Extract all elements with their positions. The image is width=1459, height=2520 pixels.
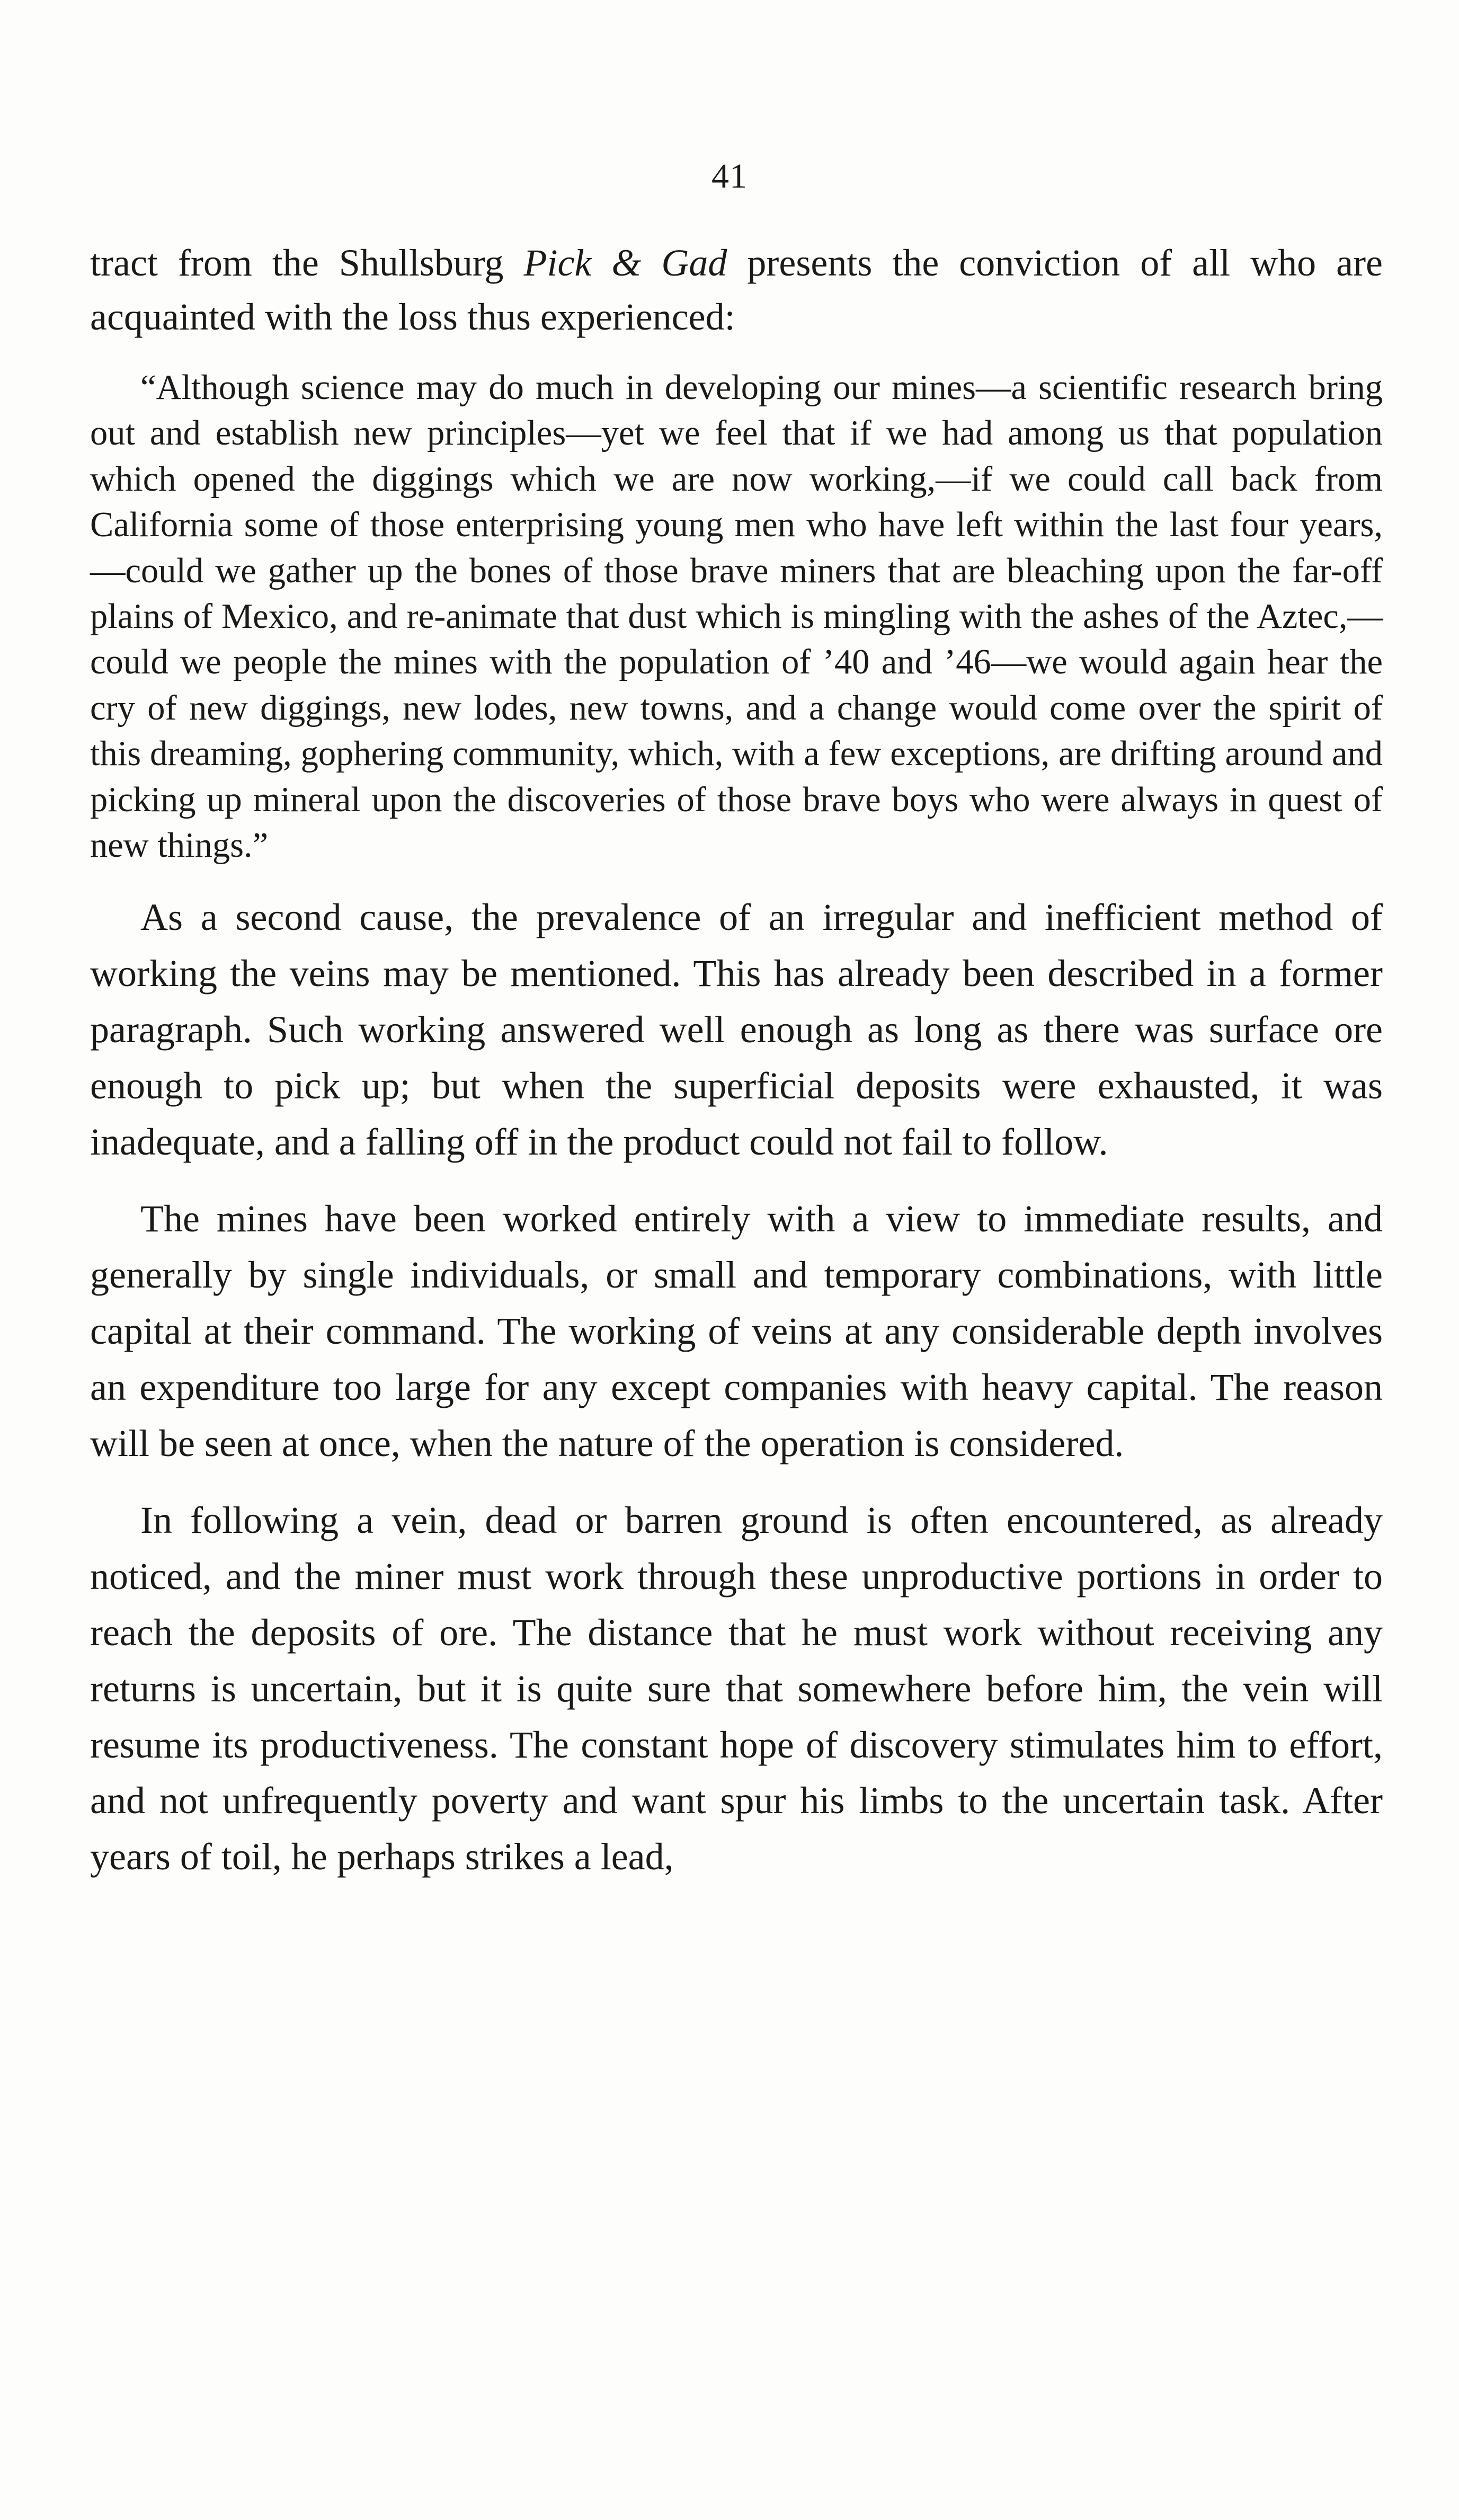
page-number: 41 — [711, 157, 748, 196]
page-body — [90, 236, 1383, 1906]
intro-text-after: presents the conviction of all who are acquainted with the loss thus experienced: — [90, 242, 1383, 338]
paragraph-following-vein: In following a vein, dead or barren ground is often encountered, as already noticed, and the miner must work through these unproductive portions in order to reach the deposits of ore. The distance that he must work without receiving any returns is uncertain, but it is quite sure that somewhere before him, the vein will resume its productiveness. The constant hope of discovery stimulates him to effort, and not unfrequently poverty and want spur his limbs to the uncertain task. After years of toil, he perhaps strikes a lead, — [90, 1499, 1383, 1878]
intro-paragraph — [90, 236, 1383, 344]
publication-title: Pick & Gad — [523, 242, 727, 284]
paragraph-mines-worked: The mines have been worked entirely with a view to immediate results, and generally by single individuals, or small and temporary combinations, with little capital at their command. The working of veins at any considerable depth involves an expenditure too large for any except companies with heavy capital. The reason will be seen at once, when the nature of the operation is considered. — [90, 1197, 1383, 1465]
paragraph-second-cause: As a second cause, the prevalence of an irregular and inefficient method of working the veins may be mentioned. This has already been described in a former paragraph. Such working answered well enough as long as there was surface ore enough to pick up; but when the superficial deposits were exhausted, it was inadequate, and a falling off in the product could not fail to follow. — [90, 896, 1383, 1163]
block-quote: “Although science may do much in developing our mines—a scientific research bring out and establish new principles—yet we feel that if we had among us that population which opened the diggings which we are now working,—if we could call back from California some of those enterprising young men who have left within the last four years,—could we gather up the bones of those brave miners that are bleaching upon the far-off plains of Mexico, and re-animate that dust which is mingling with the ashes of the Aztec,—could we people the mines with the population of ’40 and ’46—we would again hear the cry of new diggings, new lodes, new towns, and a change would come over the spirit of this dreaming, gophering community, which, with a few exceptions, are drifting around and picking up mineral upon the discoveries of those brave boys who were always in quest of new things.” — [90, 368, 1383, 865]
intro-text-before: tract from the Shullsburg — [90, 242, 524, 284]
